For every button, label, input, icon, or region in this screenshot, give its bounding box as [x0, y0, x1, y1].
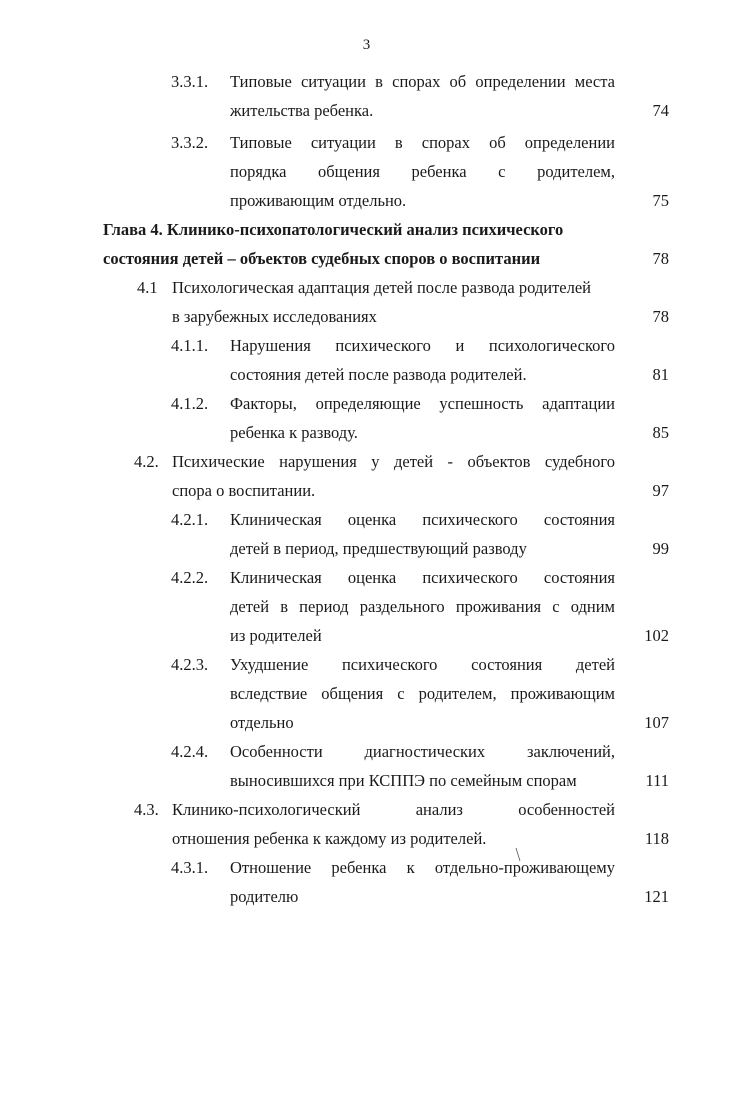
- toc-entry-line: отдельно: [230, 713, 294, 732]
- toc-entry-page: 121: [644, 887, 669, 906]
- toc-entry-line: Ухудшение психического состояния детей: [230, 655, 615, 674]
- toc-entry-number: 3.3.2.: [171, 133, 209, 152]
- toc-entry-line: вследствие общения с родителем, проживающим: [230, 684, 615, 703]
- toc-entry-line: детей в период раздельного проживания с одним: [230, 597, 615, 616]
- toc-entry-line: Клиническая оценка психического состояния: [230, 568, 615, 587]
- toc-entry-line: Особенности диагностических заключений,: [230, 742, 615, 761]
- toc-entry-line: состояния детей после развода родителей.: [230, 365, 527, 384]
- toc-entry-line: Психологическая адаптация детей после развода родителей: [172, 278, 591, 297]
- toc-entry-line: жительства ребенка.: [230, 101, 374, 120]
- toc-entry-number: 4.2.: [134, 452, 159, 471]
- toc-entry-line: Психические нарушения у детей - объектов судебного: [172, 452, 615, 471]
- toc-entry-number: 4.1.2.: [171, 394, 209, 413]
- toc-entry-number: 4.3.1.: [171, 858, 209, 877]
- toc-entry-page: 78: [652, 307, 669, 326]
- toc-entry-page: 75: [652, 191, 669, 210]
- toc-entry-line: выносившихся при КСППЭ по семейным спорам: [230, 771, 577, 790]
- pen-stroke-mark: [515, 848, 521, 862]
- toc-entry-line: ребенка к разводу.: [230, 423, 358, 442]
- toc-entry-line: порядка общения ребенка с родителем,: [230, 162, 615, 181]
- toc-entry-number: 4.2.4.: [171, 742, 209, 761]
- toc-entry-page: 111: [645, 771, 669, 790]
- toc-entry-line: Нарушения психического и психологического: [230, 336, 615, 355]
- toc-entry-page: 99: [652, 539, 669, 558]
- toc-entry-page: 97: [652, 481, 669, 500]
- page-number: 3: [362, 37, 371, 53]
- toc-entry-line: Типовые ситуации в спорах об определении места: [230, 72, 615, 91]
- toc-entry-number: 4.3.: [134, 800, 159, 819]
- toc-entry-line: Клиническая оценка психического состояния: [230, 510, 615, 529]
- toc-entry-number: 4.2.1.: [171, 510, 209, 529]
- toc-entry-number: 4.1: [137, 278, 158, 297]
- toc-entry-line: детей в период, предшествующий разводу: [230, 539, 527, 558]
- toc-entry-line: в зарубежных исследованиях: [172, 307, 377, 326]
- toc-entry-page: 102: [644, 626, 669, 645]
- chapter-title-line: Глава 4. Клинико-психопатологический анализ психического: [103, 220, 564, 239]
- toc-entry-page: 81: [652, 365, 669, 384]
- toc-entry-page: 74: [652, 101, 669, 120]
- toc-entry-line: родителю: [230, 887, 299, 906]
- toc-entry-page: 78: [652, 249, 669, 268]
- toc-entry-number: 4.1.1.: [171, 336, 209, 355]
- toc-entry-line: из родителей: [230, 626, 322, 645]
- toc-entry-line: Факторы, определяющие успешность адаптации: [230, 394, 615, 413]
- toc-entry-line: проживающим отдельно.: [230, 191, 407, 210]
- toc-entry-page: 107: [644, 713, 669, 732]
- toc-entry-line: отношения ребенка к каждому из родителей.: [172, 829, 487, 848]
- toc-entry-line: Отношение ребенка к отдельно-проживающему: [230, 858, 615, 877]
- chapter-title-line: состояния детей – объектов судебных споров о воспитании: [103, 249, 541, 268]
- toc-entry-number: 4.2.3.: [171, 655, 209, 674]
- toc-entry-line: Клинико-психологический анализ особенностей: [172, 800, 615, 819]
- toc-entry-line: Типовые ситуации в спорах об определении: [230, 133, 615, 152]
- toc-entry-page: 118: [644, 829, 669, 848]
- toc-entry-number: 3.3.1.: [171, 72, 209, 91]
- toc-entry-number: 4.2.2.: [171, 568, 209, 587]
- toc-entry-page: 85: [652, 423, 669, 442]
- toc-entry-line: спора о воспитании.: [172, 481, 316, 500]
